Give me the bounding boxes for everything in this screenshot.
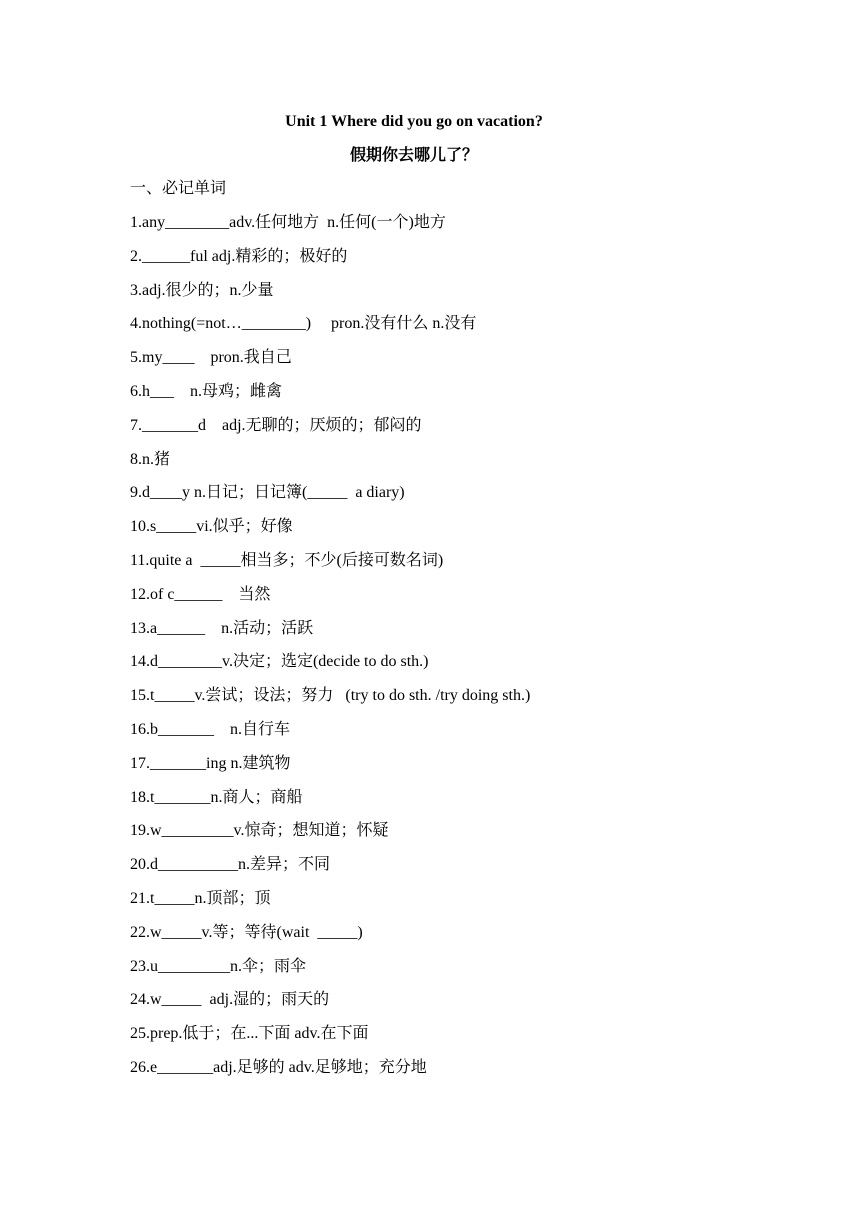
vocabulary-item: 3.adj.很少的；n.少量 — [130, 281, 274, 299]
vocabulary-item: 5.my____ pron.我自己 — [130, 349, 292, 367]
vocabulary-item: 16.b_______ n.自行车 — [130, 720, 291, 738]
vocabulary-item: 19.w_________v.惊奇；想知道；怀疑 — [130, 822, 389, 840]
vocabulary-item: 10.s_____vi.似乎；好像 — [130, 518, 293, 536]
vocabulary-item: 13.a______ n.活动；活跃 — [130, 619, 314, 637]
vocabulary-item: 12.of c______ 当然 — [130, 585, 271, 603]
vocabulary-item: 23.u_________n.伞；雨伞 — [130, 957, 307, 975]
vocabulary-item: 21.t_____n.顶部；顶 — [130, 889, 271, 907]
vocabulary-list — [130, 213, 530, 1092]
vocabulary-item: 2.______ful adj.精彩的；极好的 — [130, 247, 348, 265]
vocabulary-item: 4.nothing(=not…________) pron.没有什么 n.没有 — [130, 315, 477, 333]
vocabulary-item: 1.any________adv.任何地方 n.任何(一个)地方 — [130, 214, 446, 231]
vocabulary-item: 7._______d adj.无聊的；厌烦的；郁闷的 — [130, 416, 422, 434]
vocabulary-item: 6.h___ n.母鸡；雌禽 — [130, 382, 283, 400]
vocabulary-item: 25.prep.低于；在...下面 adv.在下面 — [130, 1025, 369, 1043]
vocabulary-item: 9.d____y n.日记；日记簿(_____ a diary) — [130, 484, 405, 502]
vocabulary-item: 24.w_____ adj.湿的；雨天的 — [130, 991, 330, 1009]
vocabulary-item: 11.quite a _____相当多；不少(后接可数名词) — [130, 551, 444, 569]
document-subtitle: 假期你去哪儿了？ — [349, 147, 478, 164]
vocabulary-item: 8.n.猪 — [130, 450, 171, 468]
section-heading: 一、必记单词 — [130, 180, 227, 197]
vocabulary-item: 17._______ing n.建筑物 — [130, 754, 291, 772]
vocabulary-item: 18.t_______n.商人；商船 — [130, 788, 303, 806]
vocabulary-item: 14.d________v.决定；选定(decide to do sth.) — [130, 653, 429, 671]
vocabulary-item: 15.t_____v.尝试；设法；努力 (try to do sth. /try doing sth.) — [130, 687, 531, 705]
vocabulary-item: 20.d__________n.差异；不同 — [130, 856, 331, 874]
vocabulary-item: 22.w_____v.等；等待(wait _____) — [130, 923, 363, 941]
vocabulary-item: 26.e_______adj.足够的 adv.足够地；充分地 — [130, 1058, 427, 1076]
document-title: Unit 1 Where did you go on vacation? — [285, 113, 543, 130]
